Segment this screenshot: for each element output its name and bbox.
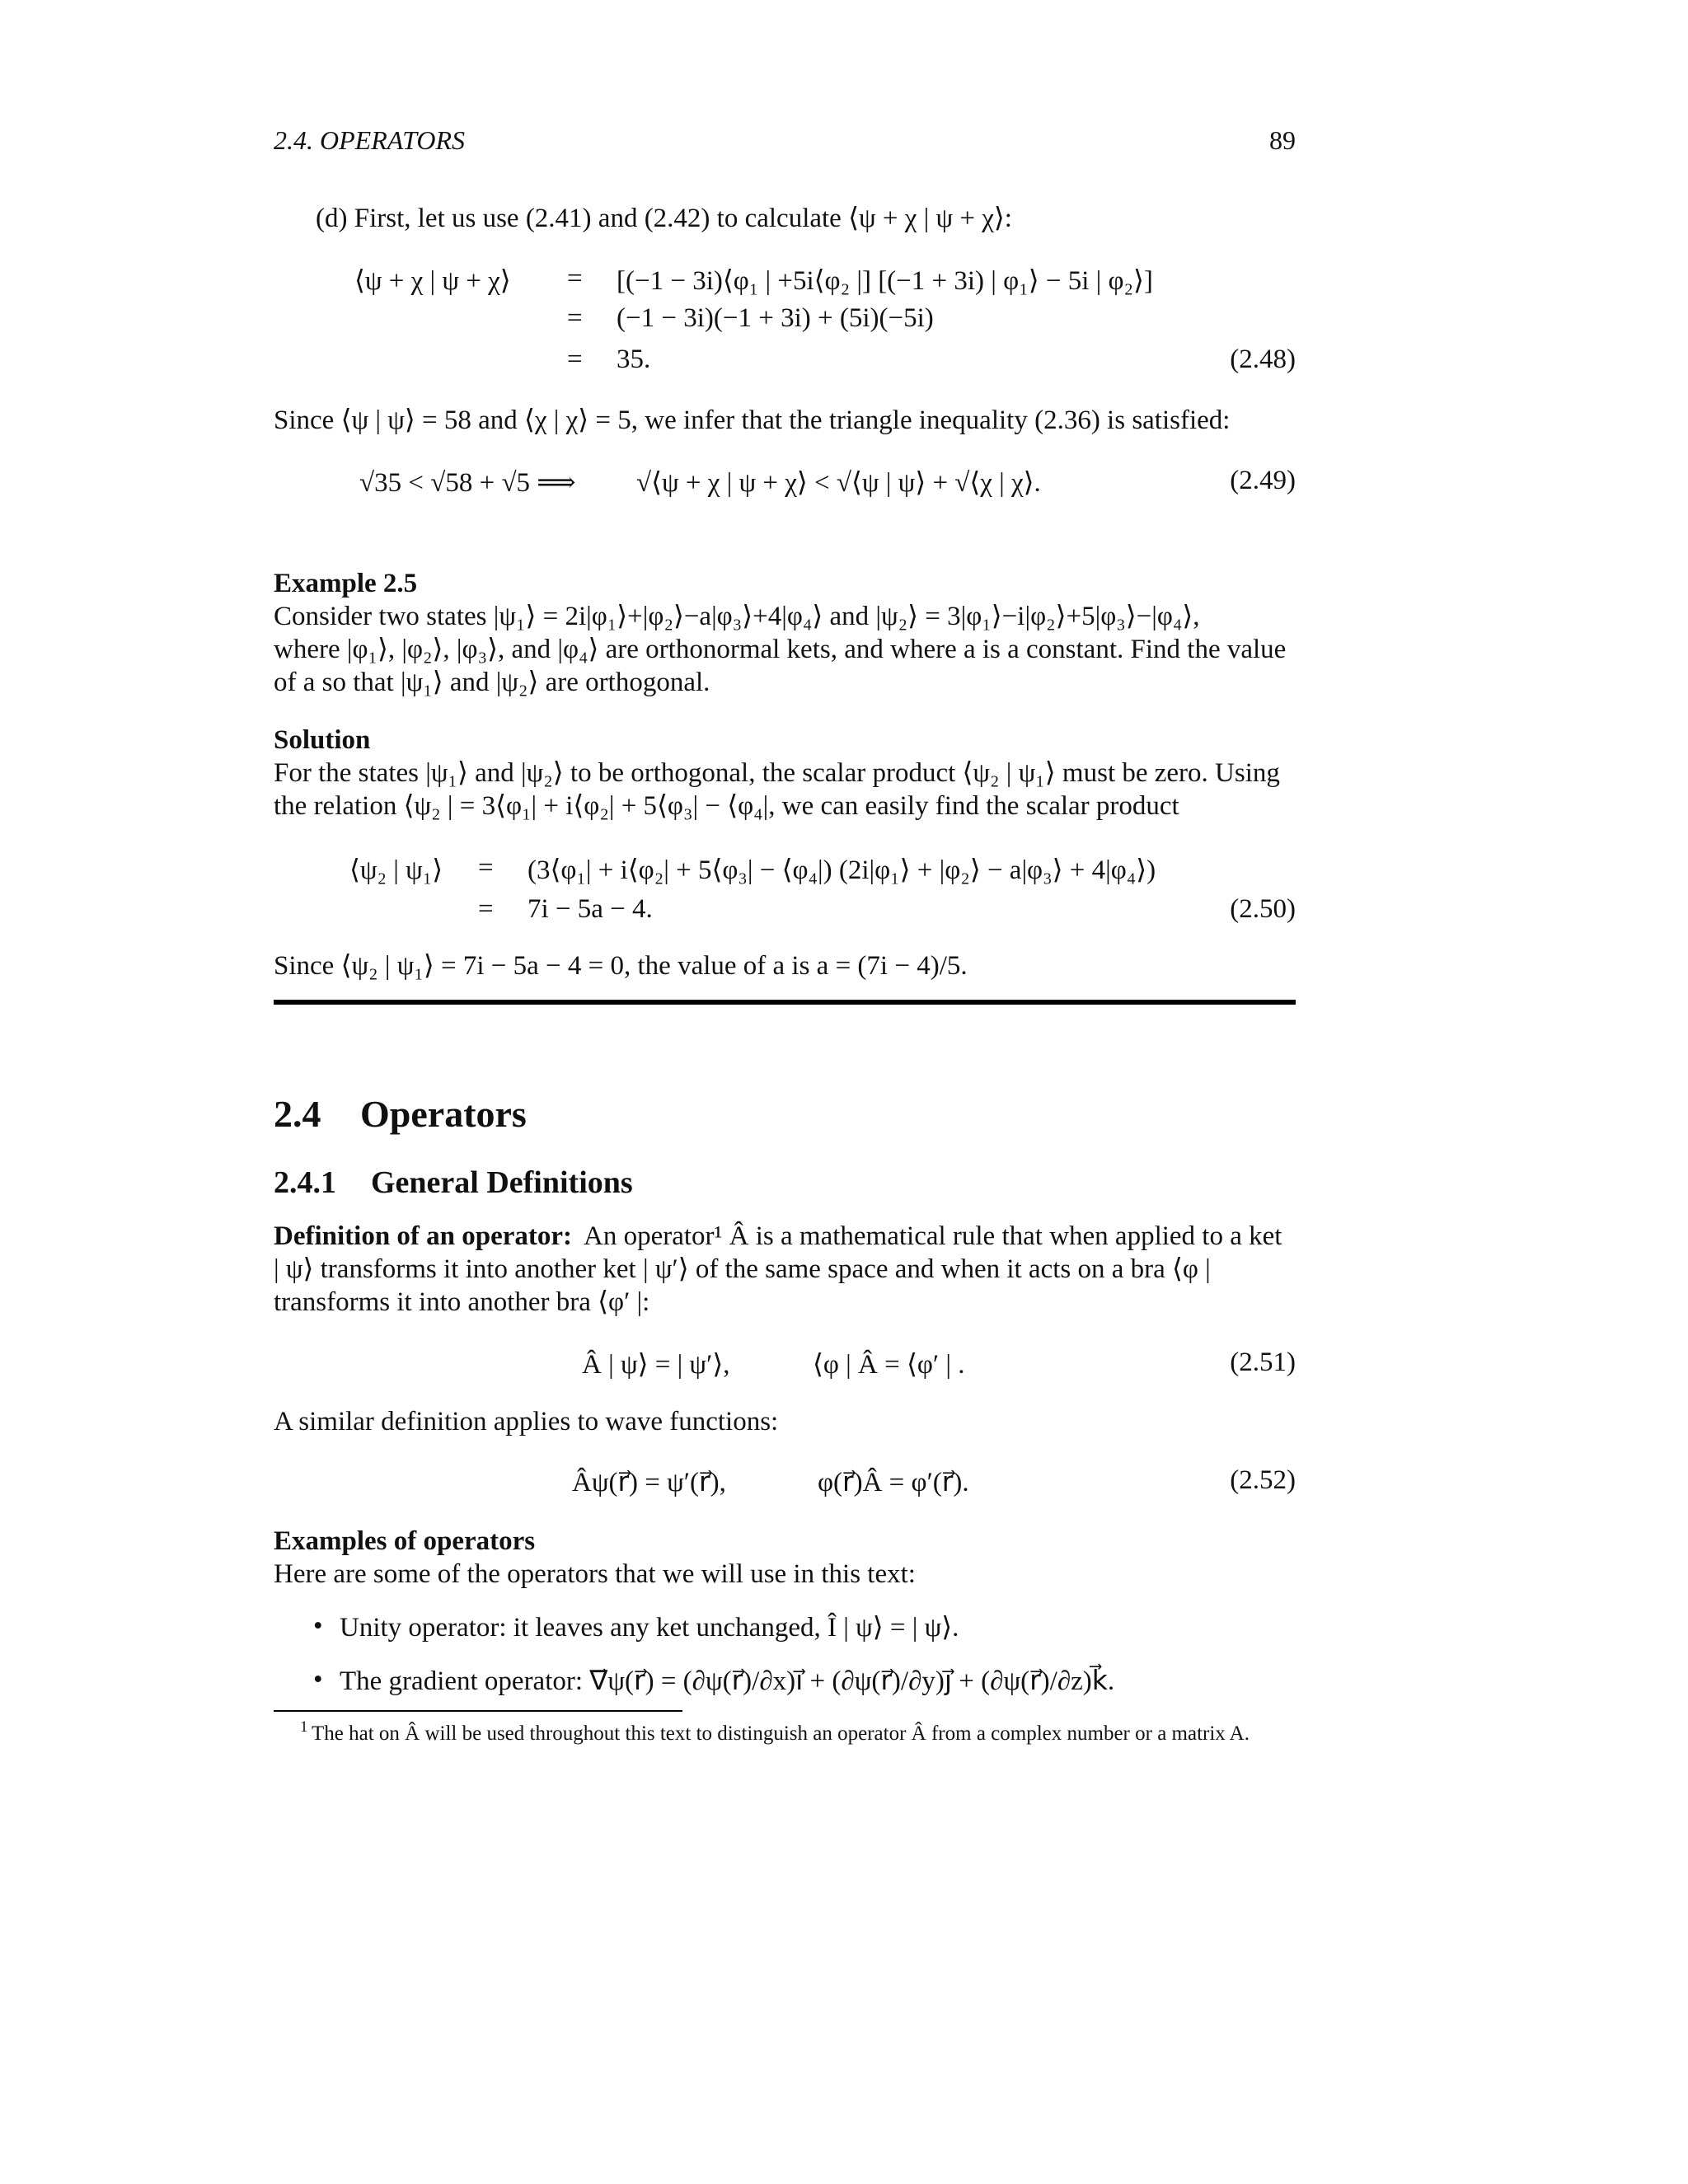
ineq-2-49-right: √⟨ψ + χ | ψ + χ⟩ < √⟨ψ | ψ⟩ + √⟨χ | χ⟩. bbox=[636, 468, 1041, 498]
eq-2-51-left: Â | ψ⟩ = | ψ′⟩, bbox=[582, 1350, 730, 1380]
example-line-3: of a so that |ψ₁⟩ and |ψ₂⟩ are orthogonal. bbox=[274, 668, 710, 697]
part-d-intro: (d) First, let us use (2.41) and (2.42) to calculate ⟨ψ + χ | ψ + χ⟩: bbox=[316, 204, 1012, 233]
eq-2-50-line-2: 7i − 5a − 4. bbox=[528, 894, 653, 924]
eq-2-50-equals-1: = bbox=[478, 853, 494, 883]
running-title: 2.4. OPERATORS bbox=[274, 125, 465, 155]
eq-2-48-line-1: [(−1 − 3i)⟨φ₁ | +5i⟨φ₂ |] [(−1 + 3i) | φ₁⟩ − 5i | φ₂⟩] bbox=[617, 266, 1153, 296]
eq-2-48-line-2: (−1 − 3i)(−1 + 3i) + (5i)(−5i) bbox=[617, 303, 934, 333]
solution-title: Solution bbox=[274, 725, 371, 755]
since-text: Since ⟨ψ | ψ⟩ = 58 and ⟨χ | χ⟩ = 5, we infer that the triangle inequality (2.36) is satisfied: bbox=[274, 405, 1231, 435]
example-end-rule bbox=[274, 1000, 1296, 1005]
solution-line-1: For the states |ψ₁⟩ and |ψ₂⟩ to be orthogonal, the scalar product ⟨ψ₂ | ψ₁⟩ must be zero. Using bbox=[274, 758, 1280, 788]
eq-2-52-right: φ(r⃗)Â = φ′(r⃗). bbox=[818, 1468, 969, 1497]
solution-conclusion: Since ⟨ψ₂ | ψ₁⟩ = 7i − 5a − 4 = 0, the value of a is a = (7i − 4)/5. bbox=[274, 951, 968, 981]
bullet-dot: • bbox=[313, 1611, 323, 1641]
footnote-marker: 1 bbox=[300, 1718, 308, 1736]
section-number: 2.4 bbox=[274, 1093, 321, 1135]
eq-number-2-48: (2.48) bbox=[1230, 344, 1296, 374]
section-title: Operators bbox=[360, 1093, 527, 1135]
bullet-dot: • bbox=[313, 1665, 323, 1694]
example-title: Example 2.5 bbox=[274, 569, 418, 598]
eq-number-2-49: (2.49) bbox=[1230, 466, 1296, 495]
examples-operators-title: Examples of operators bbox=[274, 1526, 536, 1556]
eq-2-48-line-3: 35. bbox=[617, 344, 651, 374]
eq-2-48-lhs: ⟨ψ + χ | ψ + χ⟩ bbox=[354, 266, 511, 296]
page-number: 89 bbox=[1269, 125, 1296, 155]
similar-definition-text: A similar definition applies to wave functions: bbox=[274, 1407, 779, 1436]
definition-lead: Definition of an operator: bbox=[274, 1221, 573, 1251]
examples-operators-intro: Here are some of the operators that we will use in this text: bbox=[274, 1559, 916, 1589]
example-line-1: Consider two states |ψ₁⟩ = 2i|φ₁⟩+|φ₂⟩−a|φ₃⟩+4|φ₄⟩ and |ψ₂⟩ = 3|φ₁⟩−i|φ₂⟩+5|φ₃⟩−|φ₄⟩, bbox=[274, 602, 1200, 631]
eq-2-50-equals-2: = bbox=[478, 894, 494, 924]
definition-line-1: An operator¹ Â is a mathematical rule that when applied to a ket bbox=[584, 1221, 1282, 1251]
bullet-gradient-operator: The gradient operator: ∇⃗ψ(r⃗) = (∂ψ(r⃗)/∂x)i⃗ + (∂ψ(r⃗)/∂y)j⃗ + (∂ψ(r⃗)/∂z)k⃗. bbox=[340, 1666, 1115, 1696]
eq-number-2-52: (2.52) bbox=[1230, 1465, 1296, 1495]
subsection-number: 2.4.1 bbox=[274, 1165, 336, 1200]
eq-number-2-51: (2.51) bbox=[1230, 1347, 1296, 1377]
example-line-2: where |φ₁⟩, |φ₂⟩, |φ₃⟩, and |φ₄⟩ are orthonormal kets, and where a is a constant. Find the value bbox=[274, 635, 1287, 664]
solution-line-2: the relation ⟨ψ₂ | = 3⟨φ₁| + i⟨φ₂| + 5⟨φ₃| − ⟨φ₄|, we can easily find the scalar product bbox=[274, 791, 1179, 821]
footnote-text: The hat on Â will be used throughout this text to distinguish an operator Â from a complex number or a matrix A. bbox=[312, 1722, 1250, 1745]
ineq-2-49-left: √35 < √58 + √5 ⟹ bbox=[359, 468, 576, 498]
definition-line-2: | ψ⟩ transforms it into another ket | ψ′⟩ of the same space and when it acts on a bra ⟨φ | bbox=[274, 1254, 1211, 1284]
eq-2-50-lhs: ⟨ψ₂ | ψ₁⟩ bbox=[349, 855, 443, 885]
subsection-title: General Definitions bbox=[371, 1165, 633, 1200]
eq-2-50-line-1: (3⟨φ₁| + i⟨φ₂| + 5⟨φ₃| − ⟨φ₄|) (2i|φ₁⟩ + |φ₂⟩ − a|φ₃⟩ + 4|φ₄⟩) bbox=[528, 855, 1156, 885]
eq-2-51-right: ⟨φ | Â = ⟨φ′ | . bbox=[813, 1350, 965, 1380]
definition-line-3: transforms it into another bra ⟨φ′ |: bbox=[274, 1287, 650, 1317]
bullet-unity-operator: Unity operator: it leaves any ket unchanged, Î | ψ⟩ = | ψ⟩. bbox=[340, 1613, 959, 1643]
eq-2-48-equals-1: = bbox=[567, 264, 583, 293]
eq-number-2-50: (2.50) bbox=[1230, 894, 1296, 924]
footnote-rule bbox=[274, 1710, 682, 1712]
eq-2-52-left: Âψ(r⃗) = ψ′(r⃗), bbox=[572, 1468, 726, 1497]
eq-2-48-equals-3: = bbox=[567, 344, 583, 374]
eq-2-48-equals-2: = bbox=[567, 303, 583, 333]
